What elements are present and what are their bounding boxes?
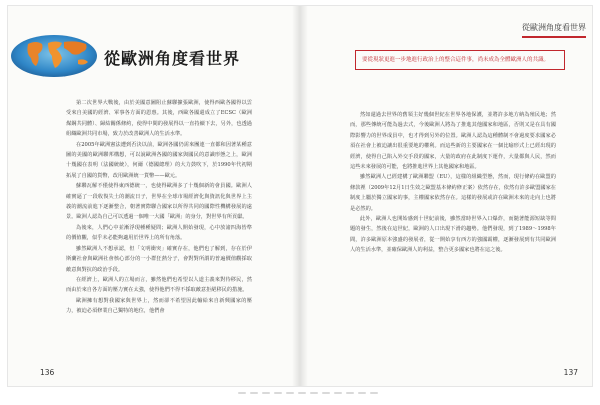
paragraph: 第二次世界大戰後，由於美國意圖阻止蘇聯擴張歐洲，使得西歐各國得以雲受來自美國的經濟、軍事各方面的恩惠。其後，西歐各國還成立了ECSC（歐洲煤鋼共同體）、歸結關係條約，使得中間的發展得以一直持續下去，另外，也透過組織歐洲共同市場，致力於改善歐洲人的生活水準。: [66, 100, 252, 138]
pull-quote-box: [355, 50, 565, 70]
page-indicator-dot[interactable]: [274, 392, 282, 394]
paragraph: 在經濟上，歐洲人的立場而言，雖然他們也希望以人道主義來對待移民，然而由於來自各方面的壓力實在太強，使得他們不得不採取敵意拒絕移民的措施。: [66, 276, 252, 294]
page-indicator[interactable]: [238, 392, 378, 394]
paragraph: 雖然歐洲人不想承認，但「文明衝突」確實存在，他們也了解到，存在於伊斯蘭社會與歐洲社會核心部分的一小群狂熱分子，會對對所謂的普遍價值觀採取敵意與對抗的政治手段。: [66, 245, 252, 273]
running-head: 從歐洲角度看世界: [522, 22, 586, 38]
world-map-globe-icon: [10, 34, 98, 78]
book-spread: [8, 6, 592, 386]
paragraph: 為後來，人們心中並漸浮現種種疑問；歐洲人開始發現，心中放諸四海皆準的價值觀，似乎未必能夠適用於世界上的所有角落。: [66, 224, 252, 242]
page-indicator-dot[interactable]: [358, 392, 366, 394]
page-indicator-dot[interactable]: [322, 392, 330, 394]
page-indicator-dot[interactable]: [298, 392, 306, 394]
page-indicator-dot[interactable]: [250, 392, 258, 394]
right-body-text: [350, 110, 556, 322]
page-indicator-dot[interactable]: [370, 392, 378, 394]
right-page: [300, 6, 592, 386]
page-number-right: 137: [563, 368, 578, 377]
page-indicator-dot[interactable]: [310, 392, 318, 394]
pull-quote-text: 要從現狀更進一步地進行政治上的整合這件事，尚未成為全體歐洲人的共識。: [362, 57, 550, 63]
left-page: [8, 6, 300, 386]
paragraph: 雖然歐洲人已經建構了歐洲聯盟（EU），這樣的組織型態，然而，現行條約在歐盟的條款裡（2009年12月1日生效之歐盟基本條約修正案）依然存在，依然有許多歐盟國家在制度上屬於獨立國家的事，主權國家依然存在。這樣的發展或許在歐洲未來的走向上也將是必然的。: [350, 174, 556, 212]
left-body-text: [66, 98, 252, 350]
paragraph: 此外，歐洲人也開始感到十世紀前後，雖然當時世界入口爆炸，而隨著能源短缺等問題的發生，然後在這世紀，歐洲的人口出現下滑的趨勢。他們發現，到了1989〜1998年間，許多歐洲原本強盛的發展者，從一開始享有西方的強國霸權，逐漸發展到有共同歐洲人的生活水準，並確保歐洲人的利益，整合更多國家也將在這之後。: [350, 216, 556, 254]
page-indicator-dot[interactable]: [262, 392, 270, 394]
page-indicator-dot[interactable]: [286, 392, 294, 394]
chapter-title: 從歐洲角度看世界: [104, 49, 241, 68]
paragraph: 蘇聯瓦解不僅使得東西德統一，也使得歐洲多了十幾個新的會員國。歐洲人確實逼了一段收復失土的潮流日子，世界在全球市場經濟化與資訊化與世界上主義的潮流前進下逐漸整合，朝著實際聯合國家以所得共同的國際性機構發展的遠景。歐洲人認為自己可以透過一個唯一大國「歐洲」的身分，對世界有所貢獻。: [66, 183, 252, 221]
paragraph: 在2005年歐洲憲法遭到否決以前，歐洲各國仍需來團連一直都和因著某種意圖的美國的歐洲聯邦構想，可以說歐洲各國的國家與國民的意識形態之上，歐洲十幾國在表明（法國統統），何爾（德國總理）的大力鼓吹下，於1990年代初期拓展了自國的貨幣，改用歐洲統一貨幣——歐元。: [66, 141, 252, 179]
page-indicator-dot[interactable]: [238, 392, 246, 394]
paragraph: 歐洲擁有想對我國家與世界上，然而卻不希望因此輸給來自新興國家的壓力，被迫必須修業自己獨特的地位，他們會: [66, 297, 252, 315]
page-indicator-dot[interactable]: [334, 392, 342, 394]
page-indicator-dot[interactable]: [346, 392, 354, 394]
paragraph: 然如還過去世界的舊領主好幾個世紀在世界各地保護，並將許多地方納為殖民地；然而，那些傳統可能為過去式，今後歐洲人將為了推進其他國家和地區，否則又是在具有國際影響力的世界成員中，也才得到另外的位置。歐洲人認為這種體制不會過度要求國家必須在社會上被迫讓出很重要地的權利。而這些新的主要國家在一個比喻形式上已經出現的經濟，使得自己陷入外交手段的國家，大量的政府在此制度下運作，大量都與人民，然而這些未來發展的可能，也將推進世界上其他國家和地區。: [350, 112, 556, 171]
page-number-left: 136: [40, 368, 55, 377]
